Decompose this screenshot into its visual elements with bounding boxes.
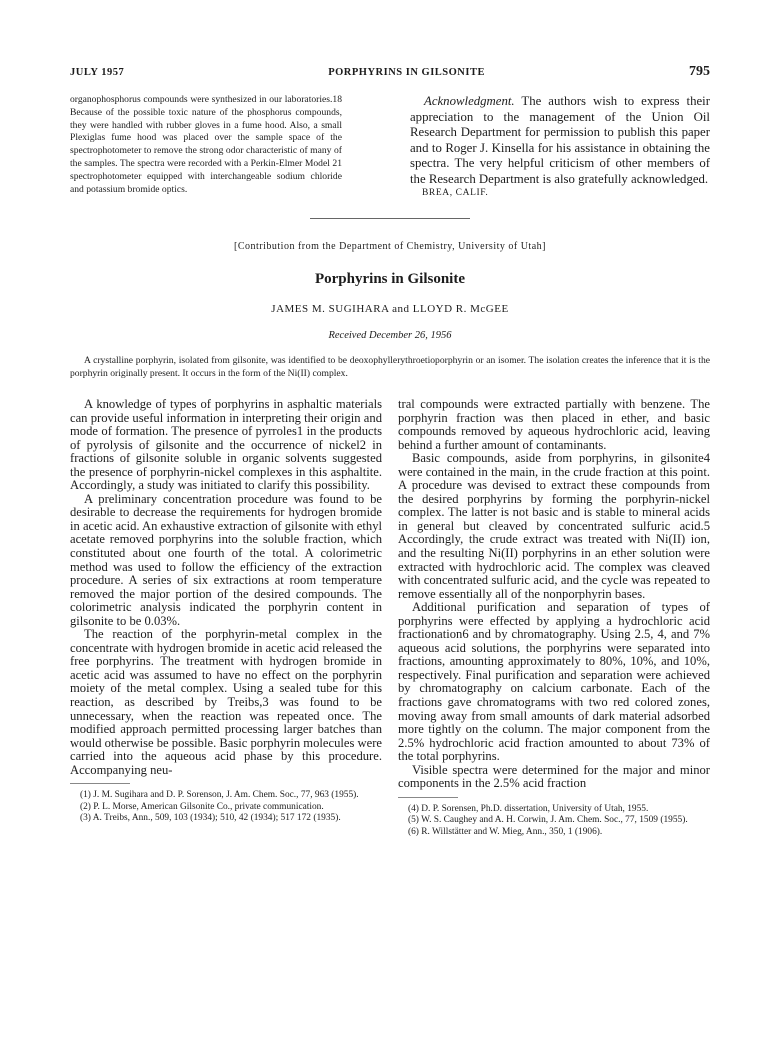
body-paragraph: A preliminary concentration procedure was found to be desirable to decrease the requirements for hydrogen bromide in acetic acid. An exhaustive extraction of gilsonite with ethyl acetate removed porphyrins into the soluble fraction, which constituted about one fourth of the total. A colorimetric method was used to follow the efficiency of the extraction procedure. A series of six extractions at room temperature removed the major portion of the desired compounds. The colorimetric analysis indicated the porphyrin content in gilsonite to be 0.03%. xyxy=(70,491,382,628)
contribution-line: [Contribution from the Department of Chemistry, University of Utah] xyxy=(234,241,546,252)
body-paragraph: tral compounds were extracted partially with benzene. The porphyrin fraction was then placed in ether, and basic compounds removed by aqueous hydrochloric acid, leaving behind a further amount of contaminants. xyxy=(398,397,710,452)
footnote: (5) W. S. Caughey and A. H. Corwin, J. Am. Chem. Soc., 77, 1509 (1955). xyxy=(408,815,688,826)
abstract: A crystalline porphyrin, isolated from gilsonite, was identified to be deoxophyllerythroetioporphyrin or an isomer. The isolation creates the inference that it is the porphyrin originally present. It occurs in the form of the Ni(II) complex. xyxy=(70,355,710,379)
separator-rule xyxy=(310,218,470,219)
footnote: (1) J. M. Sugihara and D. P. Sorenson, J. Am. Chem. Soc., 77, 963 (1955). xyxy=(80,790,359,801)
running-title: PORPHYRINS IN GILSONITE xyxy=(328,67,485,78)
body-paragraph: A knowledge of types of porphyrins in asphaltic materials can provide useful information in interpreting their origin and mode of formation. The presence of pyrroles1 in the products of pyrolysis of gilsonite and the occurrence of nickel2 in fractions of gilsonite soluble in organic solvents suggested the presence of porphyrin-nickel complexes in this asphaltite. Accordingly, a study was initiated to clarify this possibility. xyxy=(70,397,382,493)
received-date: Received December 26, 1956 xyxy=(328,330,452,341)
body-paragraph: Additional purification and separation of types of porphyrins were effected by applying a hydrochloric acid fractionation6 and by chromatography. Using 2.5, 4, and 7% aqueous acid solutions, the porphyrins were separated into fractions, amounting approximately to 80%, 10%, and 10%, respectively. Final purification and separation were achieved by chromatography on calcium carbonate. Each of the fractions gave chromatograms with two red colored zones, moving away from small amounts of dark material adsorbed more tightly on the column. The major component from the 2.5% hydrochloric acid fraction amounted to about 73% of the total porphyrins. xyxy=(398,600,710,764)
issue-date: JULY 1957 xyxy=(70,67,125,78)
right-column xyxy=(398,398,710,838)
left-column xyxy=(70,398,382,838)
footnote: (6) R. Willstätter and W. Mieg, Ann., 350, 1 (1906). xyxy=(408,826,603,837)
page-header xyxy=(70,64,710,80)
body-paragraph: Visible spectra were determined for the major and minor components in the 2.5% acid fraction xyxy=(398,762,710,791)
author-location: BREA, CALIF. xyxy=(422,188,489,198)
footnote: (2) P. L. Morse, American Gilsonite Co., private communication. xyxy=(80,801,324,812)
journal-page xyxy=(70,64,710,838)
body-paragraph: The reaction of the porphyrin-metal complex in the concentrate with hydrogen bromide in acetic acid released the free porphyrins. The treatment with hydrogen bromide in acetic acid was assumed to have no effect on the porphyrin moiety of the metal complex. Using a sealed tube for this reaction, as described by Treibs,3 was found to be unnecessary, when the reaction was repeated once. The modified approach permitted processing larger batches than would otherwise be possible. Basic porphyrin molecules were carried into the aqueous acid phase by this procedure. Accompanying neu- xyxy=(70,627,382,777)
acknowledgment-heading: Acknowledgment. xyxy=(424,94,515,108)
article-body xyxy=(70,398,710,838)
footnote: (4) D. P. Sorensen, Ph.D. dissertation, University of Utah, 1955. xyxy=(408,803,649,814)
page-number: 795 xyxy=(688,64,710,79)
body-paragraph: Basic compounds, aside from porphyrins, in gilsonite4 were contained in the main, in the crude fraction at this point. A procedure was devised to extract these compounds from the desired porphyrins by forming the porphyrin-nickel complex. The latter is not basic and is stable to mineral acids in general but cleaved by concentrated sulfuric acid.5 Accordingly, the crude extract was treated with Ni(II) ion, and the resulting Ni(II) porphyrins in an ether solution were extracted with hydrochloric acid. The complex was cleaved with concentrated sulfuric acid, and the cycle was repeated to remove essentially all of the nonporphyrin bases. xyxy=(398,451,710,601)
previous-article-text: organophosphorus compounds were synthesized in our laboratories.18 Because of the possible toxic nature of the phosphorus compounds, they were handled with rubber gloves in a fume hood. Also, a small Plexiglas fume hood was placed over the sample space of the spectrophotometer to remove the strong odor characteristic of many of the samples. The spectra were recorded with a Perkin-Elmer Model 21 spectrophotometer equipped with interchangeable sodium chloride and potassium bromide optics. xyxy=(70,94,342,195)
footnote: (3) A. Treibs, Ann., 509, 103 (1934); 510, 42 (1934); 517 172 (1935). xyxy=(80,813,341,824)
footnote-rule xyxy=(70,783,130,784)
article-title: Porphyrins in Gilsonite xyxy=(314,271,466,287)
footnote-rule xyxy=(398,797,458,798)
article-authors: JAMES M. SUGIHARA and LLOYD R. McGEE xyxy=(271,303,509,315)
acknowledgment-text: The authors wish to express their appreciation to the management of the Union Oil Research Department for permission to publish this paper and to Roger J. Kinsella for his assistance in obtaining the spectra. The very helpful criticism of other members of the Research Department is also gratefully acknowledged. xyxy=(410,94,710,186)
acknowledgment xyxy=(410,94,710,200)
previous-article-ending xyxy=(70,94,710,200)
